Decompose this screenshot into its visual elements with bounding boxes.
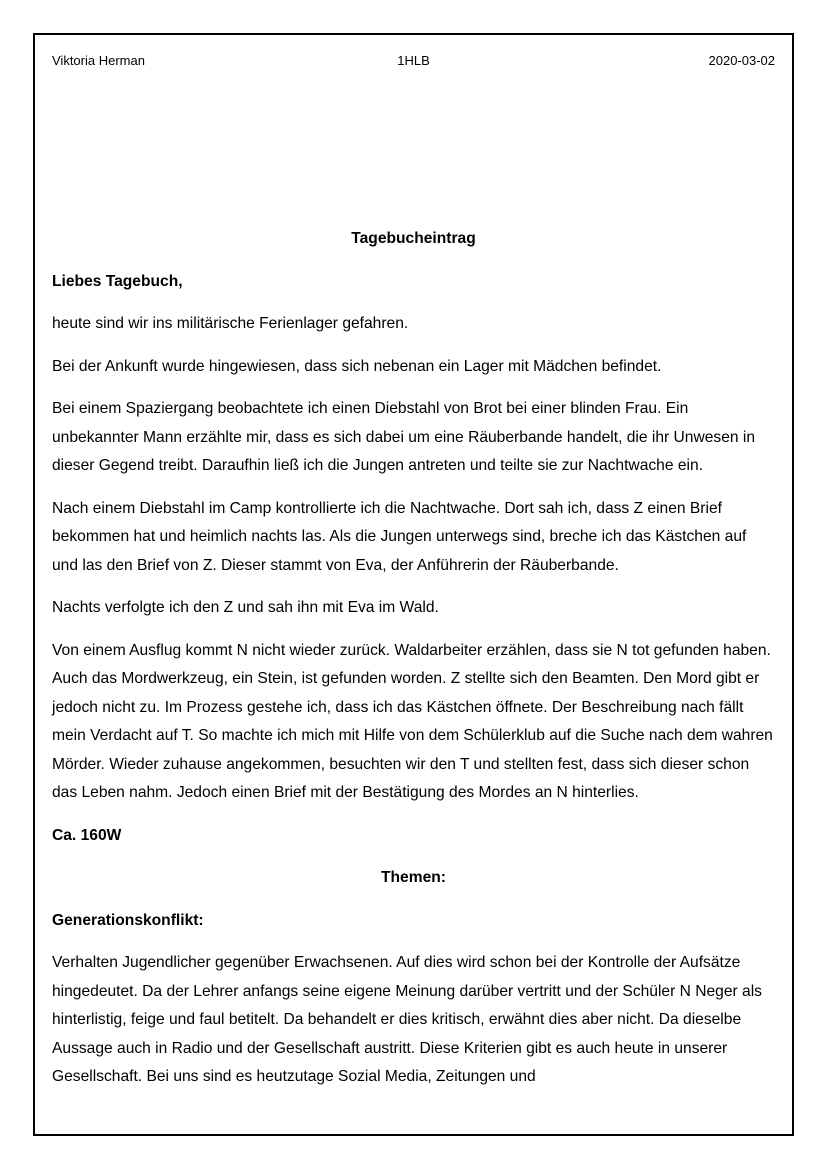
- paragraph-3: Bei einem Spaziergang beobachtete ich einen Diebstahl von Brot bei einer blinden Frau. Ein unbekannter Mann erzählte mir, dass es sich dabei um eine Räuberbande handelt, die ihr Unwesen in dieser Gegend treibt. Daraufhin ließ ich die Jungen antreten und teilte sie zur Nachtwache ein.: [52, 400, 756, 474]
- paragraph-4: Nach einem Diebstahl im Camp kontrollierte ich die Nachtwache. Dort sah ich, dass Z einen Brief bekommen hat und heimlich nachts las. Als die Jungen unterwegs sind, breche ich das Kästchen auf und las den Brief von Z. Dieser stammt von Eva, der Anführerin der Räuberbande.: [52, 499, 747, 574]
- subsection-text: Verhalten Jugendlicher gegenüber Erwachsenen. Auf dies wird schon bei der Kontrolle der Aufsätze hingedeutet. Da der Lehrer anfangs seine eigene Meinung darüber vertritt und der Schüler N Neger als hinterlistig, feige und faul betitelt. Da behandelt er dies kritisch, erwähnt dies aber nicht. Da dieselbe Aussage auch in Radio und der Gesellschaft austritt. Diese Kriterien gibt es auch heute in unserer Gesellschaft. Bei uns sind es heutzutage Sozial Media, Zeitungen und: [52, 954, 762, 1085]
- subsection-title: Generationskonflikt:: [52, 911, 204, 929]
- salutation: Liebes Tagebuch,: [52, 272, 183, 290]
- header-class: 1HLB: [397, 53, 430, 68]
- page-frame: [33, 33, 794, 1136]
- paragraph-6: Von einem Ausflug kommt N nicht wieder zurück. Waldarbeiter erzählen, dass sie N tot gefunden haben. Auch das Mordwerkzeug, ein Stein, ist gefunden worden. Z stellte sich den Beamten. Den Mord gibt er jedoch nicht zu. Im Prozess gestehe ich, dass ich das Kästchen öffnete. Der Beschreibung nach fällt mein Verdacht auf T. So machte ich mich mit Hilfe von dem Schülerklub auf die Suche nach dem wahren Mörder. Wieder zuhause angekommen, besuchten wir den T und stellten fest, dass sich dieser schon das Leben nahm. Jedoch einen Brief mit der Bestätigung des Mordes an N hinterlies.: [52, 641, 773, 801]
- paragraph-2: Bei der Ankunft wurde hingewiesen, dass sich nebenan ein Lager mit Mädchen befindet.: [52, 357, 662, 375]
- header-date: 2020-03-02: [708, 53, 775, 68]
- paragraph-1: heute sind wir ins militärische Ferienlager gefahren.: [52, 315, 409, 332]
- section-title: Themen:: [381, 869, 446, 886]
- page-header: [52, 52, 775, 70]
- header-author: Viktoria Herman: [52, 53, 145, 68]
- word-count: Ca. 160W: [52, 826, 122, 844]
- document-body: [52, 225, 775, 1106]
- paragraph-5: Nachts verfolgte ich den Z und sah ihn mit Eva im Wald.: [52, 599, 439, 616]
- document-title: Tagebucheintrag: [351, 230, 476, 247]
